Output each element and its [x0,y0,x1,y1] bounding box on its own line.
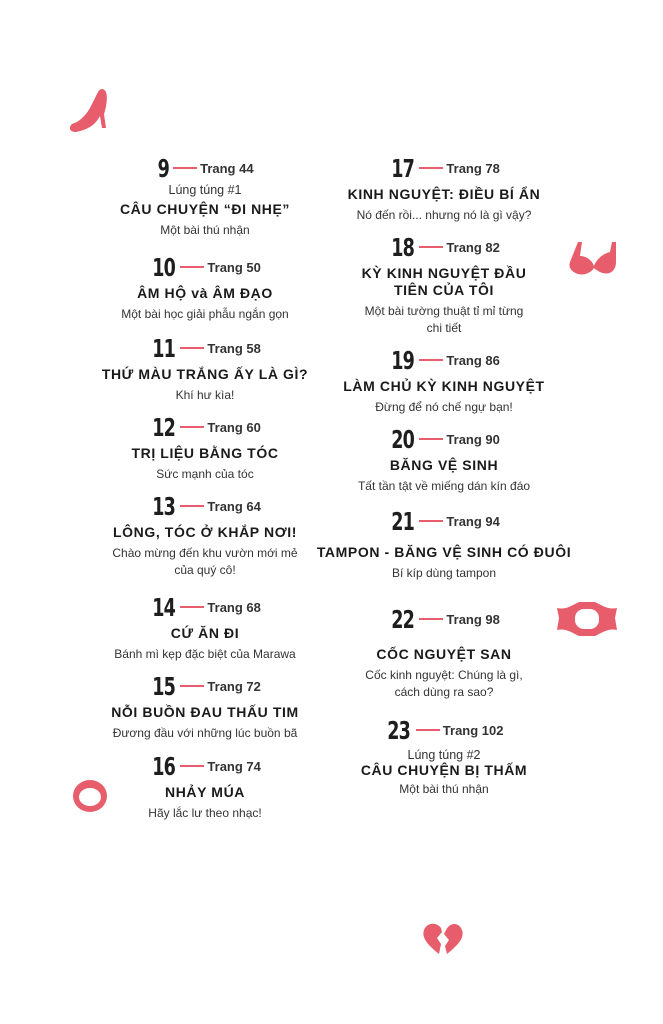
dash-line [419,520,443,522]
chapter-subtitle: Một bài thú nhận [160,223,250,237]
page-ref: Trang 102 [442,722,504,738]
chapter-number: 17 [391,153,415,183]
toc-entry-12[interactable] [70,413,340,483]
chapter-subtitle: Sức mạnh của tóc [156,467,254,481]
chapter-title: CÂU CHUYỆN BỊ THẤM [360,762,528,778]
dash-line [180,426,204,428]
chapter-subtitle: Bánh mì kẹp đặc biệt của Marawa [114,647,296,661]
dash-line [180,606,204,608]
page-ref: Trang 98 [446,611,500,627]
chapter-title: TRỊ LIỆU BẰNG TÓC [131,445,279,461]
chapter-number: 9 [158,153,170,183]
chapter-number: 14 [152,592,176,622]
high-heel-icon [68,84,112,134]
toc-entry-14[interactable] [70,593,340,663]
chapter-subtitle: Đừng để nó chế ngự bạn! [375,400,513,414]
dash-line [419,438,443,440]
chapter-number: 12 [152,412,176,442]
chapter-subtitle: Một bài học giải phẫu ngắn gọn [121,307,289,321]
toc-entry-22[interactable] [309,605,579,701]
chapter-title: CỨ ĂN ĐI [170,625,240,641]
chapter-title: THỨ MÀU TRẮNG ẤY LÀ GÌ? [101,366,309,382]
toc-entry-15[interactable] [70,672,340,742]
chapter-number: 13 [152,491,176,521]
chapter-subtitle: Đương đầu với những lúc buồn bã [112,726,298,740]
dash-line [416,729,440,731]
page-ref: Trang 64 [207,498,261,514]
chapter-subtitle: Khí hư kìa! [175,388,235,402]
dash-line [180,266,204,268]
chapter-subtitle: Bí kíp dùng tampon [391,566,497,580]
chapter-number: 16 [152,751,176,781]
chapter-title: NHẢY MÚA [165,784,245,800]
toc-entry-10[interactable] [70,253,340,323]
toc-entry-11[interactable] [70,334,340,404]
chapter-title: CÂU CHUYỆN “ĐI NHẸ” [119,201,291,217]
dash-line [173,167,197,169]
chapter-title: KỲ KINH NGUYỆT ĐẦU TIÊN CỦA TÔI [361,265,527,298]
toc-entry-16[interactable] [70,752,340,822]
page-ref: Trang 50 [207,259,261,275]
chapter-title: BĂNG VỆ SINH [389,457,499,473]
page-ref: Trang 82 [446,239,500,255]
chapter-number: 20 [391,424,415,454]
chapter-title: NỖI BUỒN ĐAU THẤU TIM [111,704,299,720]
chapter-title: TAMPON - BĂNG VỆ SINH CÓ ĐUÔI [316,544,572,560]
page-ref: Trang 78 [446,160,500,176]
page-ref: Trang 86 [446,352,500,368]
chapter-subtitle: Một bài thú nhận [399,782,489,796]
chapter-subtitle: Nó đến rồi... nhưng nó là gì vậy? [356,208,532,222]
toc-entry-9[interactable] [70,154,340,239]
page-ref: Trang 94 [446,513,500,529]
chapter-title: LÀM CHỦ KỲ KINH NGUYỆT [343,378,545,394]
chapter-number: 11 [152,333,176,363]
page-ref: Trang 74 [207,758,261,774]
toc-entry-23[interactable] [309,716,579,798]
chapter-number: 18 [391,232,415,262]
page-ref: Trang 68 [207,599,261,615]
chapter-title: CỐC NGUYỆT SAN [376,646,512,662]
dash-line [419,618,443,620]
chapter-title: KINH NGUYỆT: ĐIỀU BÍ ẨN [347,186,541,202]
chapter-number: 23 [387,715,411,745]
dash-line [180,505,204,507]
dash-line [419,167,443,169]
dash-line [180,765,204,767]
broken-heart-icon [421,920,465,958]
chapter-subtitle: Tất tần tật về miếng dán kín đáo [357,479,531,493]
dash-line [419,359,443,361]
toc-entry-17[interactable] [309,154,579,224]
chapter-number: 10 [152,252,176,282]
page-ref: Trang 60 [207,419,261,435]
chapter-subtitle: Cốc kinh nguyệt: Chúng là gì, cách dùng ra sao? [365,668,523,699]
chapter-number: 22 [391,604,415,634]
chapter-subtitle: Hãy lắc lư theo nhạc! [148,806,262,820]
kicker: Lúng túng #2 [407,748,481,762]
dash-line [180,685,204,687]
chapter-subtitle: Một bài tường thuật tỉ mỉ từng chi tiết [364,304,524,335]
toc-entry-20[interactable] [309,425,579,495]
chapter-title: ÂM HỘ và ÂM ĐẠO [137,285,273,301]
chapter-subtitle: Chào mừng đến khu vườn mới mẻ của quý cô! [112,546,298,577]
toc-entry-21[interactable] [309,507,579,582]
chapter-number: 19 [391,345,415,375]
chapter-number: 15 [152,671,176,701]
page-ref: Trang 72 [207,678,261,694]
toc-entry-13[interactable] [70,492,340,579]
chapter-number: 21 [391,506,415,536]
toc-entry-18[interactable] [309,233,579,337]
toc-entry-19[interactable] [309,346,579,416]
page-ref: Trang 58 [207,340,261,356]
page-ref: Trang 90 [446,431,500,447]
kicker: Lúng túng #1 [168,183,242,197]
dash-line [180,347,204,349]
page-ref: Trang 44 [200,160,254,176]
chapter-title: LÔNG, TÓC Ở KHẮP NƠI! [112,524,297,540]
dash-line [419,246,443,248]
